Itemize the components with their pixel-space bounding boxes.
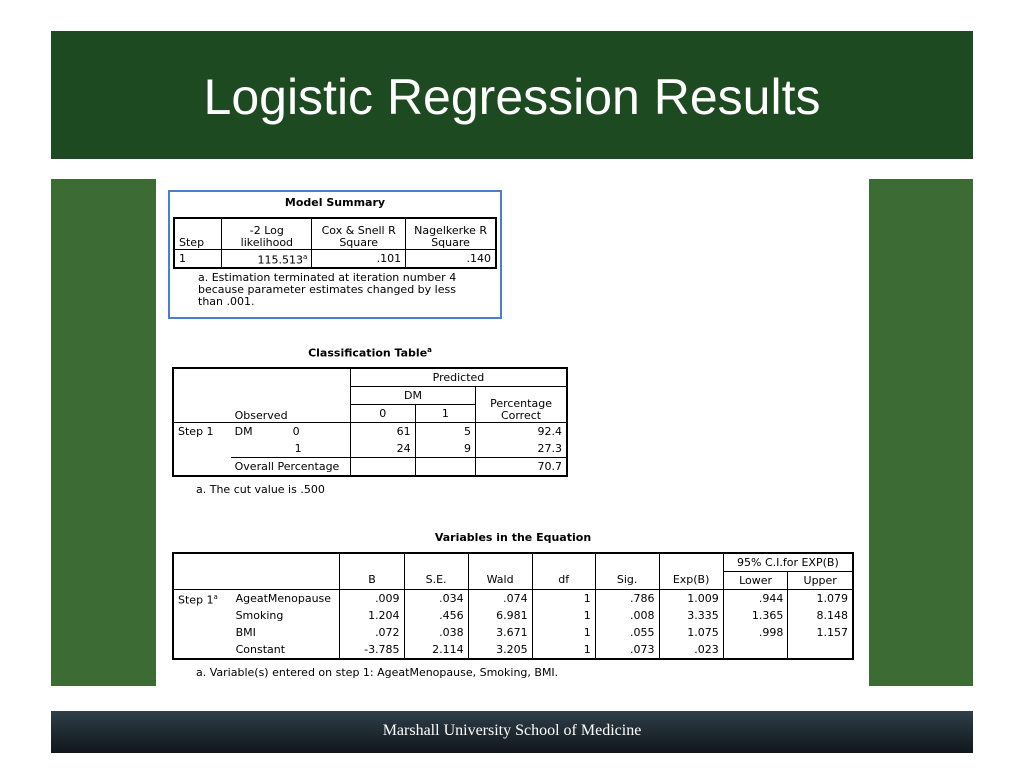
vt-row1-sig: .008 (595, 607, 659, 624)
vt-row0-upper: 1.079 (788, 590, 853, 608)
ct-overall-label: Overall Percentage (231, 458, 351, 477)
ms-header-nagel: Nagelkerke R Square (406, 218, 496, 250)
vt-header-b: B (340, 572, 404, 590)
vt-row3-b: -3.785 (340, 641, 404, 659)
model-summary-grid (173, 217, 497, 269)
vt-row3-sig: .073 (595, 641, 659, 659)
vt-row0-name: AgeatMenopause (232, 590, 340, 608)
vt-row3-wald: 3.205 (468, 641, 532, 659)
vt-header-lower: Lower (723, 572, 788, 590)
vt-row3-upper (788, 641, 853, 659)
classification-table (172, 343, 572, 503)
vt-row1-se: .456 (404, 607, 468, 624)
vt-row0-wald: .074 (468, 590, 532, 608)
vt-row1-b: 1.204 (340, 607, 404, 624)
ms-header-log: -2 Log likelihood (222, 218, 312, 250)
ms-nagel-value: .140 (406, 250, 496, 269)
model-summary-caption: Model Summary (284, 196, 386, 209)
vt-row3-lower (723, 641, 788, 659)
vt-row3-se: 2.114 (404, 641, 468, 659)
ct-predicted-header: Predicted (350, 368, 567, 387)
vt-row2-upper: 1.157 (788, 624, 853, 641)
vt-row2-df: 1 (532, 624, 595, 641)
vt-row3-df: 1 (532, 641, 595, 659)
vt-header-sig: Sig. (595, 572, 659, 590)
ct-pct-header: Percentage Correct (476, 387, 567, 423)
vt-step-label: Step 1$^a$ (173, 590, 232, 608)
vt-row3-expb: .023 (659, 641, 723, 659)
ct-row0-c0: 61 (350, 423, 415, 441)
ms-footnote: a. Estimation terminated at iteration number 4 because parameter estimates changed by less than .001. (198, 271, 457, 308)
ct-col0-header: 0 (350, 405, 415, 423)
model-summary-table (168, 190, 502, 319)
ct-dm-header: DM (350, 387, 475, 405)
vt-row0-expb: 1.009 (659, 590, 723, 608)
vt-row2-wald: 3.671 (468, 624, 532, 641)
vt-row2-lower: .998 (723, 624, 788, 641)
vt-header-df: df (532, 572, 595, 590)
vt-header-se: S.E. (404, 572, 468, 590)
vt-row1-upper: 8.148 (788, 607, 853, 624)
vt-row1-df: 1 (532, 607, 595, 624)
ct-observed-header: Observed (234, 409, 288, 422)
vt-header-wald: Wald (468, 572, 532, 590)
vt-row2-b: .072 (340, 624, 404, 641)
vt-ci-header: 95% C.I.for EXP(B) (723, 553, 853, 572)
ct-row1-c0: 24 (350, 440, 415, 458)
vt-row0-sig: .786 (595, 590, 659, 608)
footer-text: Marshall University School of Medicine (382, 722, 642, 739)
vt-row0-lower: .944 (723, 590, 788, 608)
vt-row1-wald: 6.981 (468, 607, 532, 624)
ct-row0-pct: 92.4 (476, 423, 567, 441)
ms-header-cox: Cox & Snell R Square (312, 218, 406, 250)
ms-step-value: 1 (174, 250, 222, 269)
vt-row1-name: Smoking (235, 608, 284, 622)
ms-header-step: Step (174, 218, 222, 250)
vt-row0-se: .034 (404, 590, 468, 608)
vt-row0-df: 1 (532, 590, 595, 608)
variables-grid (172, 552, 854, 660)
ct-row1-c1: 9 (415, 440, 475, 458)
vt-row2-se: .038 (404, 624, 468, 641)
vt-header-upper: Upper (788, 572, 853, 590)
vt-row1-lower: 1.365 (723, 607, 788, 624)
variables-caption: Variables in the Equation (434, 531, 592, 544)
ct-row1-pct: 27.3 (476, 440, 567, 458)
vt-footnote: a. Variable(s) entered on step 1: AgeatMenopause, Smoking, BMI. (196, 666, 559, 679)
vt-row2-name: BMI (235, 625, 256, 639)
variables-table (172, 528, 862, 683)
ct-row0-label: DM 0 (231, 423, 351, 441)
vt-row2-expb: 1.075 (659, 624, 723, 641)
vt-header-expb: Exp(B) (659, 572, 723, 590)
ct-footnote: a. The cut value is .500 (196, 483, 325, 496)
ms-log-value: 115.513$^a$ (222, 250, 312, 269)
left-accent-bar (51, 179, 156, 686)
vt-row1-expb: 3.335 (659, 607, 723, 624)
ct-step-label: Step 1 (173, 423, 231, 441)
right-accent-bar (869, 179, 973, 686)
vt-row2-sig: .055 (595, 624, 659, 641)
classification-grid (172, 367, 568, 477)
vt-row0-b: .009 (340, 590, 404, 608)
vt-row3-name: Constant (235, 642, 286, 656)
ct-row1-label: 1 (294, 441, 302, 455)
ms-cox-value: .101 (312, 250, 406, 269)
ct-row0-c1: 5 (415, 423, 475, 441)
classification-caption: Classification Table$^a$ (308, 346, 432, 360)
ct-col1-header: 1 (415, 405, 475, 423)
ct-overall-pct: 70.7 (476, 458, 567, 477)
title-band (51, 31, 973, 159)
footer-band (51, 711, 973, 753)
slide-title: Logistic Regression Results (203, 69, 821, 125)
